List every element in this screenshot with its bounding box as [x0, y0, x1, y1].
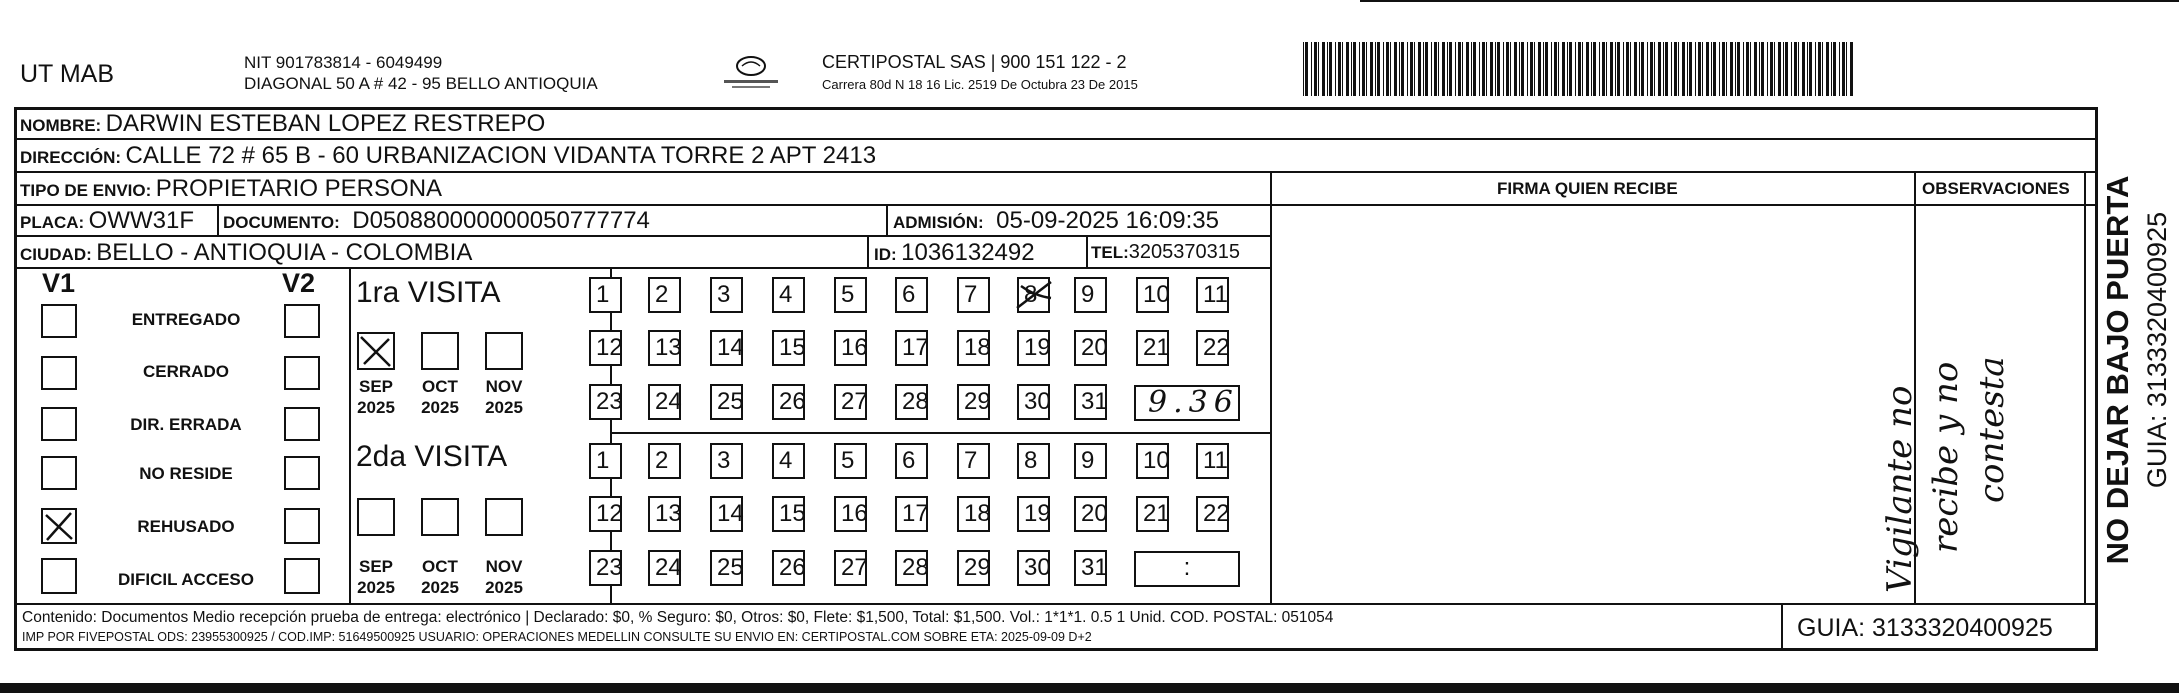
sender-nit: NIT 901783814 - 6049499 — [244, 53, 443, 72]
day-strike-mark — [1013, 278, 1055, 312]
first-visit-day-25[interactable]: 25 — [710, 384, 743, 420]
second-visit-day-6[interactable]: 6 — [895, 443, 928, 479]
first-visit-month-nov: NOV 2025 — [485, 377, 523, 417]
v1-checkbox-dir-errada[interactable] — [41, 407, 77, 441]
status-dir-errada: DIR. ERRADA — [130, 415, 242, 434]
footer-imp: IMP POR FIVEPOSTAL ODS: 23955300925 / COD.IMP: 51649500925 USUARIO: OPERACIONES MEDELLIN CONSULTE SU ENVIO EN: CERTIPOSTAL.COM SOBRE ETA: 2025-09-09 D+2 — [22, 630, 1092, 644]
tel-value: 3205370315 — [1128, 241, 1241, 263]
id-value: 1036132492 — [901, 239, 1035, 266]
first-visit-day-7[interactable]: 7 — [957, 277, 990, 313]
id-label: ID: — [874, 245, 897, 264]
second-visit-day-10[interactable]: 10 — [1136, 443, 1169, 479]
first-visit-day-9[interactable]: 9 — [1074, 277, 1107, 313]
first-visit-month-sep: SEP 2025 — [357, 377, 395, 417]
second-visit-day-3[interactable]: 3 — [710, 443, 743, 479]
v2-checkbox-entregado[interactable] — [284, 304, 320, 338]
first-visit-day-12[interactable]: 12 — [589, 330, 622, 366]
status-cerrado: CERRADO — [143, 362, 229, 381]
sender-name: UT MAB — [20, 60, 114, 88]
first-visit-day-14[interactable]: 14 — [710, 330, 743, 366]
certipostal-logo — [718, 52, 784, 94]
admision-value: 05-09-2025 16:09:35 — [996, 207, 1219, 234]
first-visit-day-24[interactable]: 24 — [648, 384, 681, 420]
second-visit-day-9[interactable]: 9 — [1074, 443, 1107, 479]
v1-checkbox-dificil-acceso[interactable] — [41, 558, 77, 594]
scan-edge — [1360, 0, 2179, 2]
v2-checkbox-no-reside[interactable] — [284, 456, 320, 490]
second-visit-day-5[interactable]: 5 — [834, 443, 867, 479]
status-entregado: ENTREGADO — [131, 310, 241, 329]
carrier-name: CERTIPOSTAL SAS | 900 151 122 - 2 — [822, 52, 1127, 72]
first-visit-title: 1ra VISITA — [356, 276, 501, 309]
first-visit-day-18[interactable]: 18 — [957, 330, 990, 366]
second-visit-day-31[interactable]: 31 — [1074, 550, 1107, 586]
second-visit-day-20[interactable]: 20 — [1074, 496, 1107, 532]
tipo-envio-label: TIPO DE ENVIO: — [20, 181, 152, 200]
observation-handwriting: Vigilante no recibe y no contesta — [1880, 356, 2012, 593]
first-visit-day-20[interactable]: 20 — [1074, 330, 1107, 366]
placa-label: PLACA: — [20, 213, 85, 232]
ciudad-value: BELLO - ANTIOQUIA - COLOMBIA — [96, 239, 473, 266]
side-warning: NO DEJAR BAJO PUERTA — [2100, 175, 2135, 565]
first-visit-day-21[interactable]: 21 — [1136, 330, 1169, 366]
second-visit-day-7[interactable]: 7 — [957, 443, 990, 479]
v1-checkbox-entregado[interactable] — [41, 304, 77, 338]
second-visit-time-box[interactable]: : — [1134, 551, 1240, 587]
first-visit-day-27[interactable]: 27 — [834, 384, 867, 420]
second-visit-day-25[interactable]: 25 — [710, 550, 743, 586]
second-visit-day-24[interactable]: 24 — [648, 550, 681, 586]
second-visit-day-15[interactable]: 15 — [772, 496, 805, 532]
second-visit-day-8[interactable]: 8 — [1017, 443, 1050, 479]
tel-label: TEL: — [1091, 243, 1129, 262]
first-visit-day-5[interactable]: 5 — [834, 277, 867, 313]
v1-checkbox-cerrado[interactable] — [41, 356, 77, 390]
first-visit-month-oct: OCT 2025 — [421, 377, 459, 417]
first-visit-day-15[interactable]: 15 — [772, 330, 805, 366]
carrier-address: Carrera 80d N 18 16 Lic. 2519 De Octubra 23 De 2015 — [822, 77, 1138, 92]
v2-checkbox-dificil-acceso[interactable] — [284, 558, 320, 594]
second-visit-month-oct-checkbox[interactable] — [421, 498, 459, 536]
barcode — [1303, 42, 1858, 96]
first-visit-month-oct-checkbox[interactable] — [421, 332, 459, 370]
tipo-envio: PROPIETARIO PERSONA — [155, 175, 443, 202]
first-visit-day-17[interactable]: 17 — [895, 330, 928, 366]
second-visit-month-sep-checkbox[interactable] — [357, 498, 395, 536]
second-visit-title: 2da VISITA — [356, 440, 508, 473]
first-visit-day-28[interactable]: 28 — [895, 384, 928, 420]
v2-checkbox-dir-errada[interactable] — [284, 407, 320, 441]
footer-guia: GUIA: 3133320400925 — [1797, 614, 2053, 642]
first-visit-month-nov-checkbox[interactable] — [485, 332, 523, 370]
second-visit-day-14[interactable]: 14 — [710, 496, 743, 532]
first-visit-day-10[interactable]: 10 — [1136, 277, 1169, 313]
second-visit-day-16[interactable]: 16 — [834, 496, 867, 532]
check-mark-icon — [43, 510, 75, 542]
first-visit-day-8[interactable]: 8 — [1017, 277, 1050, 313]
footer-contenido: Contenido: Documentos Medio recepción prueba de entrega: electrónico | Declarado: $0, % Seguro: $0, Otros: $0, Flete: $1,500, Total: $1,500. Vol.: 1*1*1. 0.5 1 Unid. COD. POSTAL: 051054 — [22, 609, 1334, 626]
first-visit-day-16[interactable]: 16 — [834, 330, 867, 366]
second-visit-day-23[interactable]: 23 — [589, 550, 622, 586]
v2-label: V2 — [282, 268, 316, 298]
sender-address: DIAGONAL 50 A # 42 - 95 BELLO ANTIOQUIA — [244, 74, 598, 93]
first-visit-day-22[interactable]: 22 — [1196, 330, 1229, 366]
second-visit-day-28[interactable]: 28 — [895, 550, 928, 586]
documento-label: DOCUMENTO: — [223, 213, 340, 232]
status-rehusado: REHUSADO — [137, 517, 235, 536]
second-visit-day-26[interactable]: 26 — [772, 550, 805, 586]
second-visit-month-nov-checkbox[interactable] — [485, 498, 523, 536]
first-visit-day-31[interactable]: 31 — [1074, 384, 1107, 420]
second-visit-day-27[interactable]: 27 — [834, 550, 867, 586]
second-visit-day-11[interactable]: 11 — [1196, 443, 1229, 479]
nombre-label: NOMBRE: — [20, 116, 102, 135]
ciudad-label: CIUDAD: — [20, 245, 92, 264]
second-visit-month-nov: NOV 2025 — [485, 557, 523, 597]
recipient-address: CALLE 72 # 65 B - 60 URBANIZACION VIDANTA TORRE 2 APT 2413 — [125, 142, 877, 169]
second-visit-day-12[interactable]: 12 — [589, 496, 622, 532]
scan-bottom-edge — [0, 683, 2179, 693]
check-mark-icon — [359, 334, 393, 368]
first-visit-day-4[interactable]: 4 — [772, 277, 805, 313]
status-no-reside: NO RESIDE — [139, 464, 233, 483]
side-guia: GUIA: 3133320400925 — [2142, 211, 2172, 489]
status-dificil-acceso: DIFICIL ACCESO — [117, 570, 254, 589]
first-visit-time: 9.36 — [1148, 385, 1239, 420]
first-visit-day-1[interactable]: 1 — [589, 277, 622, 313]
second-visit-day-21[interactable]: 21 — [1136, 496, 1169, 532]
signature-area[interactable] — [1273, 206, 1913, 602]
first-visit-day-19[interactable]: 19 — [1017, 330, 1050, 366]
observaciones-header: OBSERVACIONES — [1922, 179, 2070, 198]
placa-value: OWW31F — [88, 207, 194, 234]
second-visit-day-13[interactable]: 13 — [648, 496, 681, 532]
first-visit-day-13[interactable]: 13 — [648, 330, 681, 366]
second-visit-day-2[interactable]: 2 — [648, 443, 681, 479]
firma-header: FIRMA QUIEN RECIBE — [1497, 179, 1678, 198]
v2-checkbox-cerrado[interactable] — [284, 356, 320, 390]
second-visit-day-1[interactable]: 1 — [589, 443, 622, 479]
v1-checkbox-rehusado[interactable] — [41, 508, 77, 544]
direccion-label: DIRECCIÓN: — [20, 148, 122, 167]
second-visit-day-19[interactable]: 19 — [1017, 496, 1050, 532]
first-visit-day-11[interactable]: 11 — [1196, 277, 1229, 313]
second-visit-month-sep: SEP 2025 — [357, 557, 395, 597]
second-visit-day-17[interactable]: 17 — [895, 496, 928, 532]
second-visit-day-4[interactable]: 4 — [772, 443, 805, 479]
v2-checkbox-rehusado[interactable] — [284, 508, 320, 544]
recipient-name: DARWIN ESTEBAN LOPEZ RESTREPO — [105, 110, 546, 137]
second-visit-month-oct: OCT 2025 — [421, 557, 459, 597]
v1-checkbox-no-reside[interactable] — [41, 456, 77, 490]
documento-value: D050880000000050777774 — [352, 207, 650, 234]
v1-label: V1 — [42, 268, 76, 298]
first-visit-day-29[interactable]: 29 — [957, 384, 990, 420]
first-visit-day-26[interactable]: 26 — [772, 384, 805, 420]
first-visit-month-sep-checkbox[interactable] — [357, 332, 395, 370]
admision-label: ADMISIÓN: — [893, 213, 984, 232]
second-visit-day-29[interactable]: 29 — [957, 550, 990, 586]
second-visit-day-30[interactable]: 30 — [1017, 550, 1050, 586]
second-visit-day-18[interactable]: 18 — [957, 496, 990, 532]
first-visit-day-23[interactable]: 23 — [589, 384, 622, 420]
second-visit-day-22[interactable]: 22 — [1196, 496, 1229, 532]
first-visit-day-30[interactable]: 30 — [1017, 384, 1050, 420]
first-visit-day-3[interactable]: 3 — [710, 277, 743, 313]
first-visit-time-box[interactable] — [1134, 385, 1240, 421]
first-visit-day-2[interactable]: 2 — [648, 277, 681, 313]
first-visit-day-6[interactable]: 6 — [895, 277, 928, 313]
